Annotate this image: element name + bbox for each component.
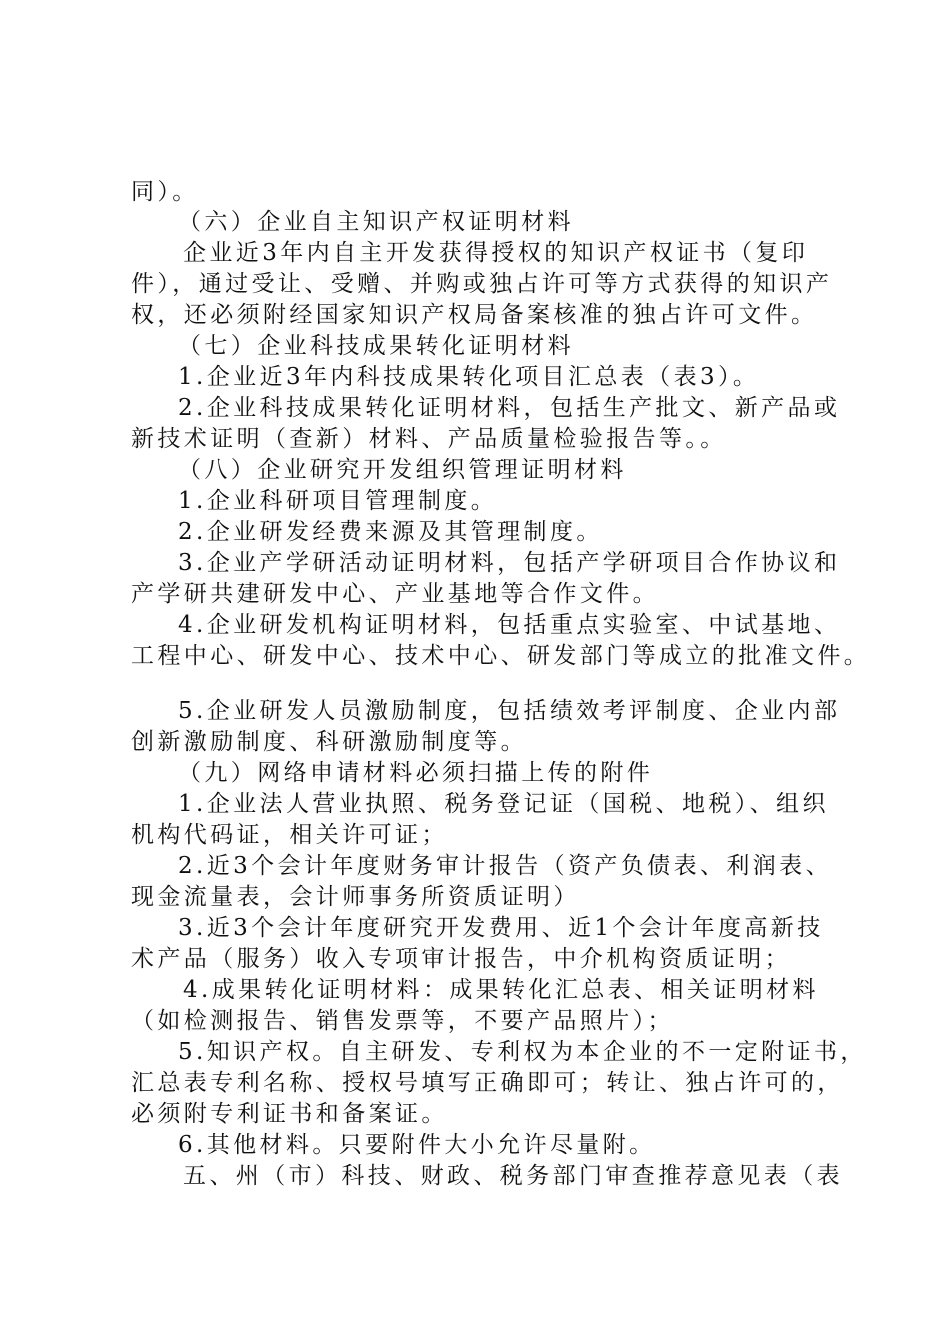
section-heading: （八）企业研究开发组织管理证明材料 xyxy=(178,457,627,483)
list-item: 1.企业科研项目管理制度。 xyxy=(178,488,498,514)
section-heading: （七）企业科技成果转化证明材料 xyxy=(178,333,574,359)
text-line: 新技术证明（查新）材料、产品质量检验报告等。。 xyxy=(131,426,727,452)
text-line: 创新激励制度、科研激励制度等。 xyxy=(131,729,527,755)
list-item: 2.企业研发经费来源及其管理制度。 xyxy=(178,519,603,545)
list-item: 2.企业科技成果转化证明材料，包括生产批文、新产品或 xyxy=(178,395,841,421)
list-item: 4.企业研发机构证明材料，包括重点实验室、中试基地、 xyxy=(178,612,841,638)
text-line: 权，还必须附经国家知识产权局备案核准的独占许可文件。 xyxy=(131,302,818,328)
text-line: 现金流量表，会计师事务所资质证明） xyxy=(131,884,580,910)
list-item: 1.企业近3年内科技成果转化项目汇总表（表3）。 xyxy=(178,364,760,390)
list-item: 3.企业产学研活动证明材料，包括产学研项目合作协议和 xyxy=(178,550,841,576)
list-item: 1.企业法人营业执照、税务登记证（国税、地税）、组织 xyxy=(178,791,829,817)
text-line: 企业近3年内自主开发获得授权的知识产权证书（复印 xyxy=(183,240,809,266)
section-heading: （九）网络申请材料必须扫描上传的附件 xyxy=(178,760,654,786)
list-item: 5.企业研发人员激励制度，包括绩效考评制度、企业内部 xyxy=(178,698,841,724)
section-heading: 五、州（市）科技、财政、税务部门审查推荐意见表（表 xyxy=(183,1163,843,1189)
section-heading: （六）企业自主知识产权证明材料 xyxy=(178,209,574,235)
text-line: 机构代码证，相关许可证； xyxy=(131,822,448,848)
list-item: 5.知识产权。自主研发、专利权为本企业的不一定附证书， xyxy=(178,1039,867,1065)
text-line: 产学研共建研发中心、产业基地等合作文件。 xyxy=(131,581,659,607)
list-item: 2.近3个会计年度财务审计报告（资产负债表、利润表、 xyxy=(178,853,832,879)
list-item: 6.其他材料。只要附件大小允许尽量附。 xyxy=(178,1132,656,1158)
text-line: （如检测报告、销售发票等，不要产品照片）； xyxy=(131,1008,674,1034)
text-line: 工程中心、研发中心、技术中心、研发部门等成立的批准文件。 xyxy=(131,643,871,669)
text-line: 件），通过受让、受赠、并购或独占许可等方式获得的知识产 xyxy=(131,271,833,297)
text-line: 术产品（服务）收入专项审计报告，中介机构资质证明； xyxy=(131,946,791,972)
list-item: 3.近3个会计年度研究开发费用、近1个会计年度高新技 xyxy=(178,915,824,941)
list-item: 4.成果转化证明材料：成果转化汇总表、相关证明材料 xyxy=(183,977,819,1003)
text-line: 汇总表专利名称、授权号填写正确即可；转让、独占许可的， xyxy=(131,1070,844,1096)
text-line: 同）。 xyxy=(131,179,199,205)
text-line: 必须附专利证书和备案证。 xyxy=(131,1101,448,1127)
